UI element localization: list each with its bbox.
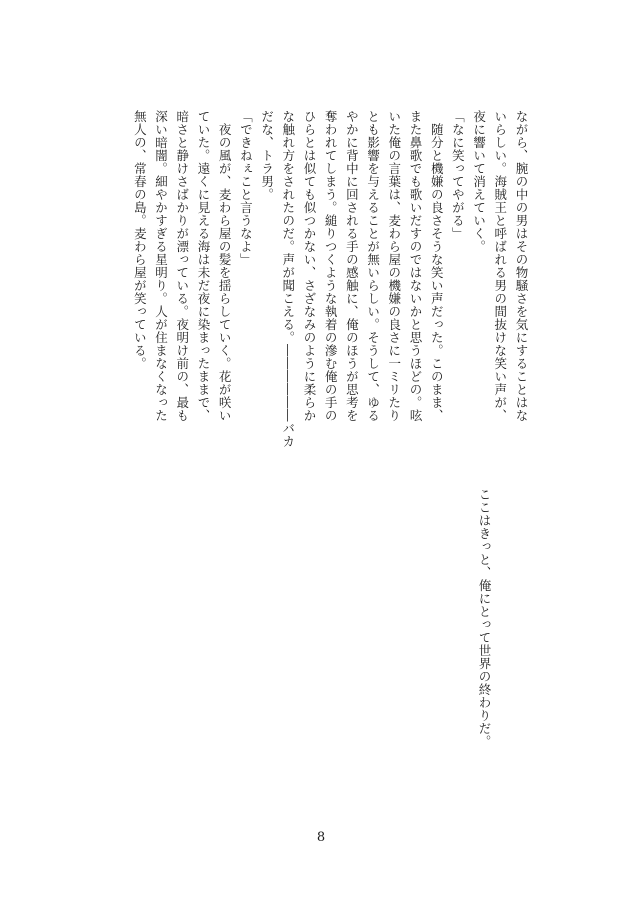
text-line: 奪われてしまう。縋りつくような執着の滲む俺の手の [323,110,339,422]
text-line: 夜の風が、麦わら屋の髪を揺らしていく。花が咲い [217,110,233,422]
text-line: だな、トラ男。 [259,110,275,201]
text-line: いらしい。海賊王と呼ばれる男の間抜けな笑い声が、 [492,110,508,422]
text-line: ひらとは似ても似つかない、さざなみのように柔らか [301,110,317,422]
text-line: やかに背中に回される手の感触に、俺のほうが思考を [344,110,360,422]
text-line: いた俺の言葉は、麦わら屋の機嫌の良さに一ミリたり [386,110,402,422]
closing-line: ここはきっと、俺にとって世界の終わりだ。 [477,488,492,748]
text-line: 夜に響いて消えていく。 [471,110,487,253]
text-line: 随分と機嫌の良さそうな笑い声だった。このまま、 [429,110,445,422]
text-line: 無人の、常春の島。麦わら屋が笑っている。 [132,110,148,370]
text-line: とも影響を与えることが無いらしい。そうして、ゆる [365,110,381,422]
body-text [129,110,532,448]
text-line: ていた。遠くに見える海は未だ夜に染まったままで、 [195,110,211,422]
text-line: 深い暗闇。細やかすぎる星明り。人が住まなくなった [153,110,169,422]
text-line: な触れ方をされたのだ。声が聞こえる。――――――バカ [280,110,296,448]
page-number: 8 [316,830,326,845]
text-line: 「できねぇこと言うなよ」 [238,110,254,266]
text-line: 暗さと静けさばかりが漂っている。夜明け前の、最も [174,110,190,422]
text-line: ながら、腕の中の男はその物騒さを気にすることはな [514,110,529,422]
text-line: また鼻歌でも歌いだすのではないかと思うほどの。呟 [407,110,423,422]
text-line: 「なに笑ってやがる」 [450,110,466,240]
